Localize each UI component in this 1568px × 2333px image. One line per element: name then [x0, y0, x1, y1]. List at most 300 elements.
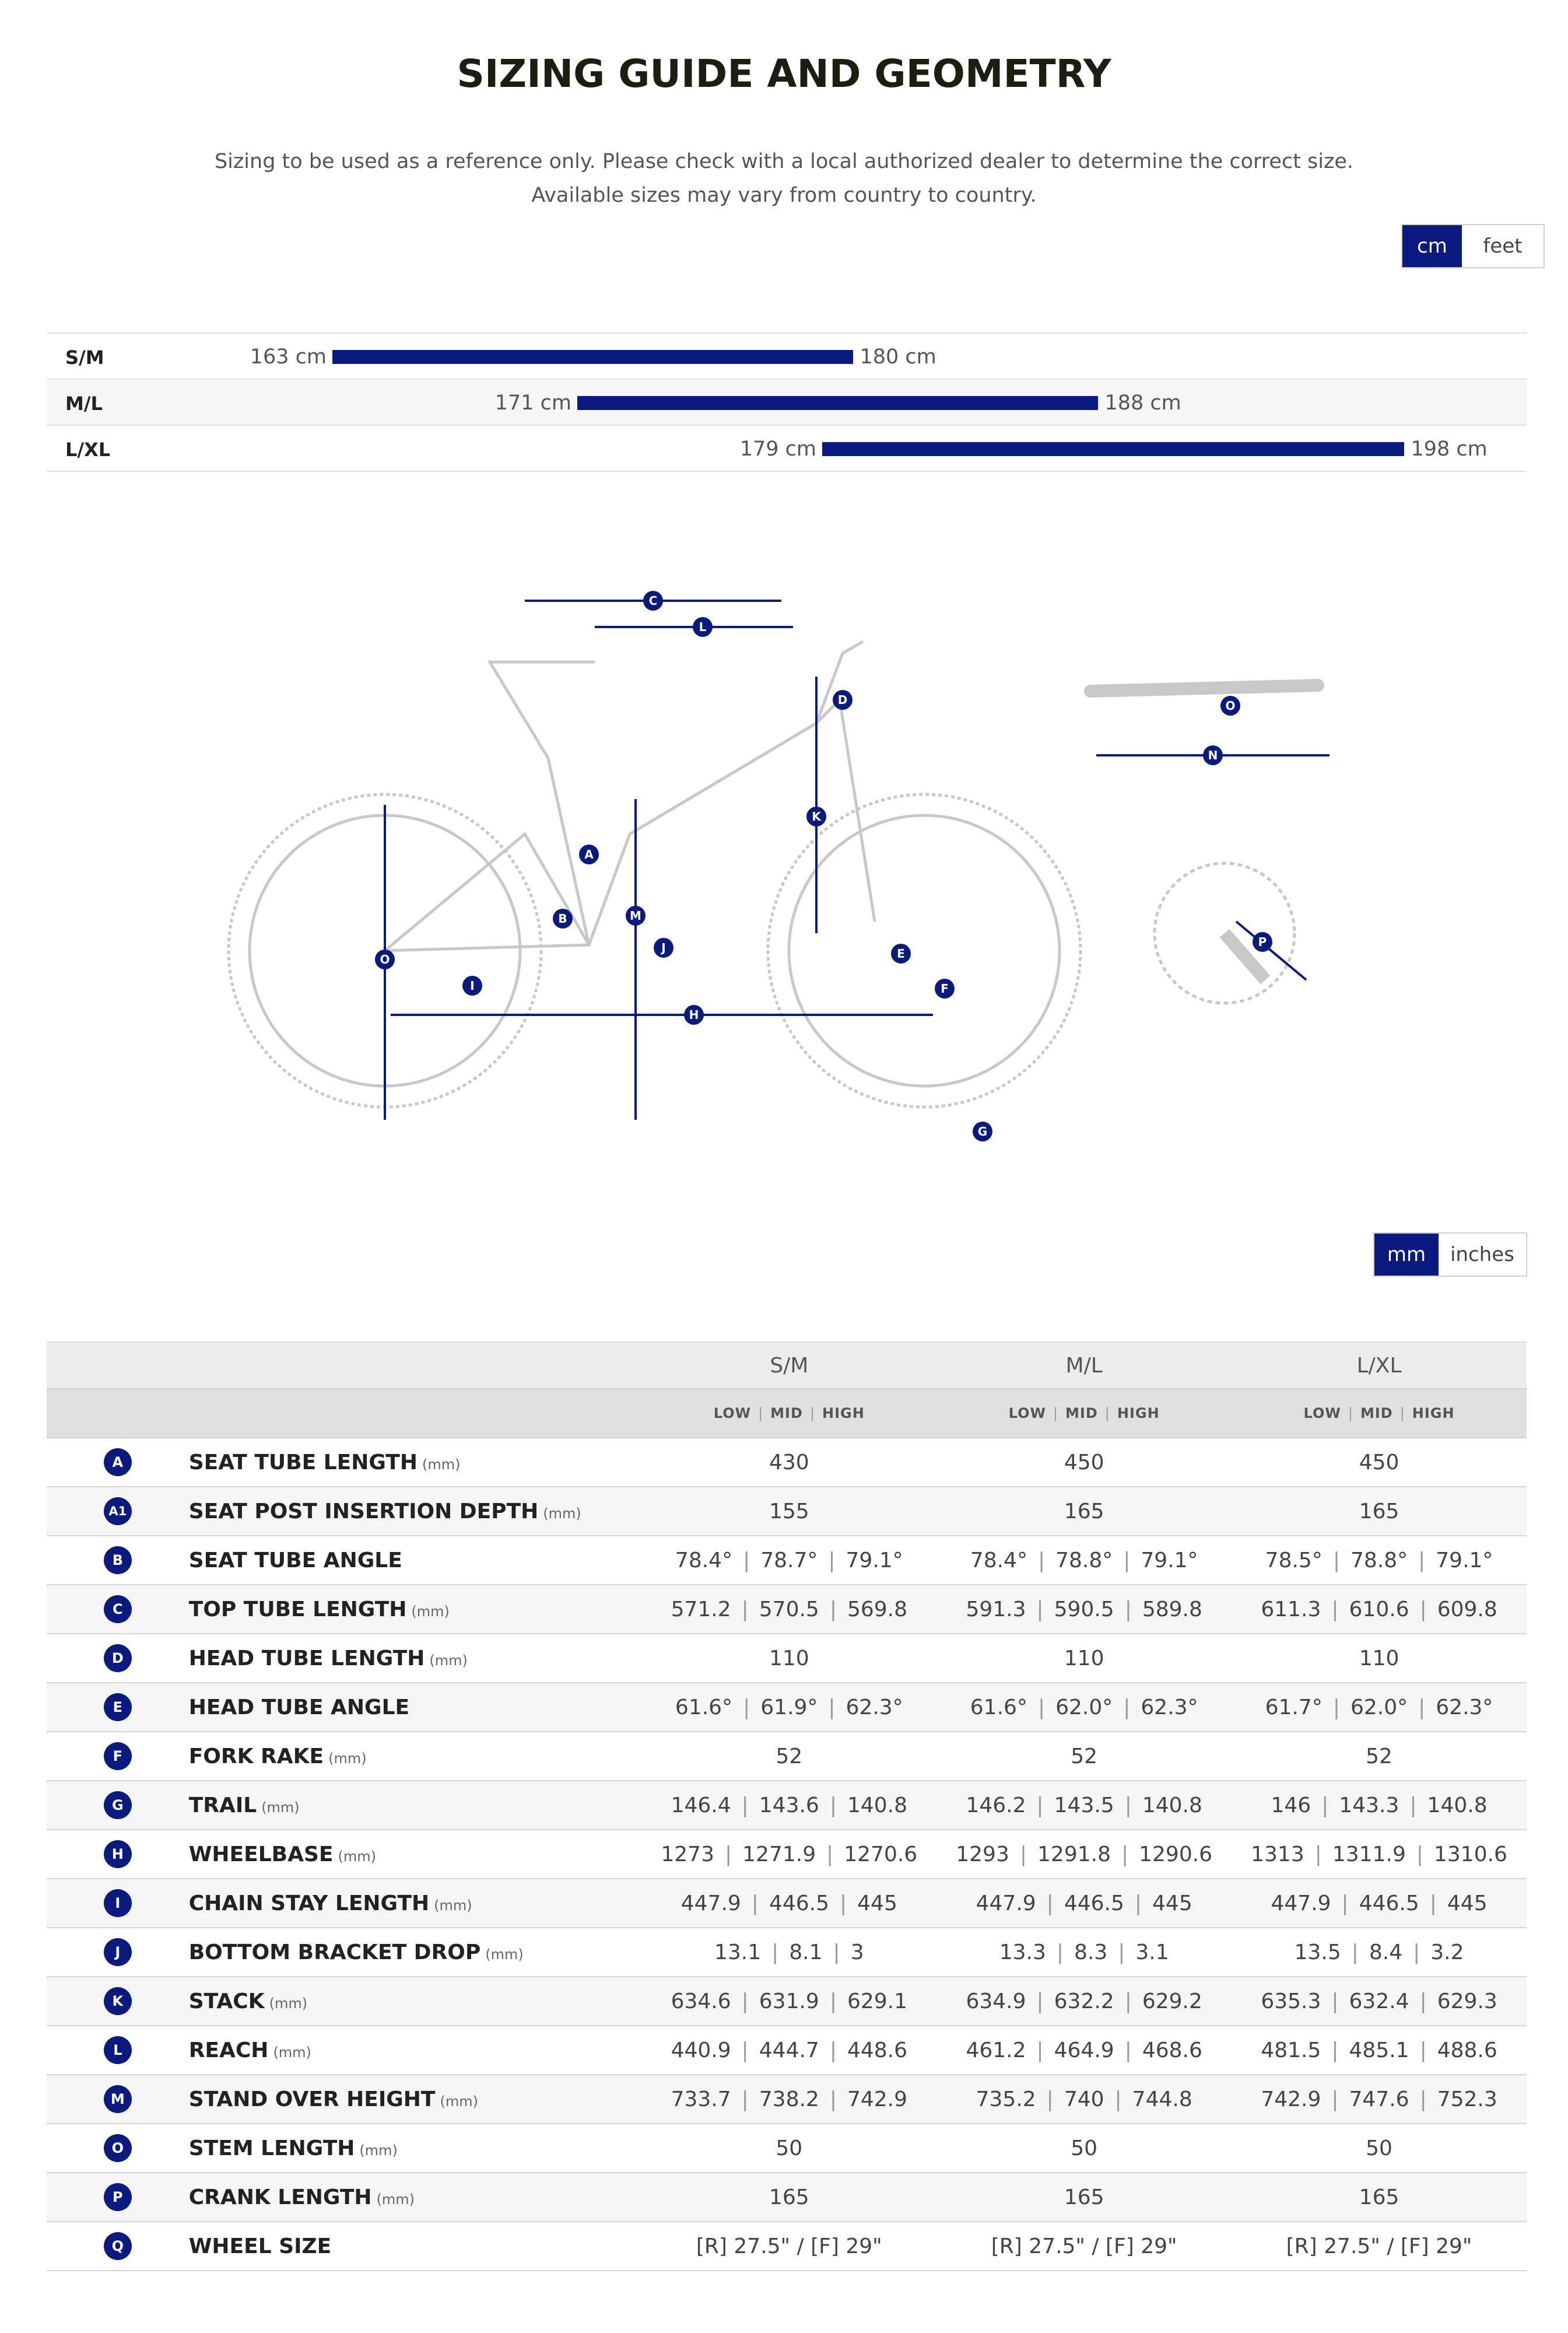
measure-label: TOP TUBE LENGTH	[188, 1597, 407, 1621]
measure-value: 450	[1359, 1450, 1399, 1474]
row-key-cell	[47, 2124, 189, 2173]
rider-size-row	[47, 425, 1527, 472]
measure-value: 143.5	[1054, 1793, 1114, 1817]
separator: |	[741, 1793, 749, 1817]
measure-unit: (mm)	[338, 1848, 376, 1865]
measure-value: 629.1	[847, 1989, 908, 2013]
measure-key-badge: H	[104, 1840, 132, 1868]
header-spacer	[47, 1342, 189, 1389]
row-key-cell	[47, 1487, 189, 1536]
measure-value: 62.3°	[1436, 1695, 1493, 1719]
svg-text:B: B	[558, 912, 567, 926]
measure-value-cell	[1232, 2075, 1527, 2124]
measure-value-cell	[641, 1634, 936, 1683]
measure-value: 62.3°	[846, 1695, 903, 1719]
separator: |	[829, 1989, 837, 2013]
measure-label: TRAIL	[188, 1793, 257, 1817]
measure-value-cell	[936, 1634, 1232, 1683]
measure-value: 61.7°	[1265, 1695, 1323, 1719]
svg-text:O: O	[380, 952, 390, 966]
separator: |	[1046, 1891, 1054, 1915]
measure-value-cell	[641, 1781, 936, 1830]
svg-text:F: F	[941, 982, 949, 996]
separator: |	[1418, 1548, 1426, 1572]
table-row	[47, 1732, 1527, 1781]
measure-value: 447.9	[680, 1891, 741, 1915]
measure-value: 52	[1366, 1744, 1392, 1768]
measure-label: SEAT POST INSERTION DEPTH	[188, 1499, 539, 1523]
table-row	[47, 2124, 1527, 2173]
measure-value-cell	[936, 1487, 1232, 1536]
measure-value: 461.2	[966, 2038, 1026, 2062]
separator: |	[1314, 1842, 1322, 1866]
separator: |	[1419, 2038, 1427, 2062]
row-key-cell	[47, 2026, 189, 2075]
position-label: HIGH	[822, 1405, 865, 1421]
position-label: MID	[770, 1405, 803, 1421]
measure-unit: (mm)	[269, 1995, 308, 2012]
position-label: MID	[1360, 1405, 1393, 1421]
measure-unit: (mm)	[328, 1750, 367, 1767]
measure-key-badge: L	[104, 2036, 132, 2064]
separator: |	[1134, 1891, 1142, 1915]
unit-mm-button[interactable]: mm	[1374, 1234, 1439, 1276]
measure-value: 140.8	[1427, 1793, 1488, 1817]
table-row	[47, 2026, 1527, 2075]
size-column-header: L/XL	[1356, 1353, 1402, 1378]
measure-value: 110	[1359, 1646, 1399, 1670]
measure-value: 488.6	[1437, 2038, 1497, 2062]
disclaimer-line-2: Available sizes may vary from country to country.	[531, 184, 1037, 207]
measure-label: SEAT TUBE ANGLE	[188, 1548, 402, 1572]
separator: |	[828, 1548, 836, 1572]
measure-value: 448.6	[847, 2038, 908, 2062]
measure-unit: (mm)	[434, 1897, 472, 1914]
measure-value: 485.1	[1349, 2038, 1409, 2062]
table-row	[47, 1438, 1527, 1487]
separator: |	[840, 1891, 847, 1915]
separator: |	[1037, 1548, 1046, 1572]
measure-unit: (mm)	[261, 1799, 300, 1816]
measure-value: 62.0°	[1055, 1695, 1113, 1719]
measure-value: 440.9	[671, 2038, 731, 2062]
position-label: MID	[1065, 1405, 1098, 1421]
measure-value-cell	[1232, 2026, 1527, 2075]
measure-value: 52	[1071, 1744, 1098, 1768]
separator: |	[1124, 1793, 1132, 1817]
measure-value: 78.4°	[970, 1548, 1027, 1572]
row-key-cell	[47, 1879, 189, 1928]
measure-value: 609.8	[1437, 1597, 1497, 1621]
separator: |	[1341, 1891, 1349, 1915]
separator: |	[1351, 1940, 1359, 1964]
measure-label: REACH	[188, 2038, 269, 2062]
measure-name	[189, 2124, 642, 2173]
measure-value-cell	[641, 1830, 936, 1879]
measure-value: 79.1°	[1436, 1548, 1493, 1572]
measure-name	[189, 2173, 642, 2222]
measure-value: 3	[850, 1940, 864, 1964]
measure-value: 13.5	[1294, 1940, 1341, 1964]
separator: |	[741, 2038, 749, 2062]
table-row	[47, 2075, 1527, 2124]
unit-cm-button[interactable]: cm	[1402, 225, 1462, 267]
size-column-header: M/L	[1065, 1353, 1103, 1378]
measure-value: 143.6	[759, 1793, 819, 1817]
separator: |	[1399, 1405, 1405, 1421]
rider-height-bar	[822, 442, 1404, 456]
measure-unit: (mm)	[543, 1505, 581, 1522]
measure-key-badge: A	[104, 1448, 132, 1476]
separator: |	[1331, 1597, 1339, 1621]
separator: |	[1124, 1989, 1132, 2013]
front-wheel	[768, 794, 1081, 1107]
separator: |	[1036, 1597, 1044, 1621]
row-key-cell	[47, 2222, 189, 2271]
table-row	[47, 1634, 1527, 1683]
header-spacer	[47, 1389, 189, 1438]
measure-value-cell	[641, 1585, 936, 1634]
separator: |	[829, 2038, 837, 2062]
measure-value-cell	[641, 1683, 936, 1732]
measure-value: 79.1°	[1141, 1548, 1198, 1572]
separator: |	[1348, 1405, 1353, 1421]
measure-value-cell	[641, 2173, 936, 2222]
rider-size-row	[47, 379, 1527, 425]
row-key-cell	[47, 2173, 189, 2222]
separator: |	[1037, 1695, 1046, 1719]
measure-value: 50	[1366, 2136, 1392, 2160]
separator: |	[829, 2087, 837, 2111]
measure-value: 1293	[956, 1842, 1009, 1866]
measure-value: 165	[1359, 1499, 1399, 1523]
measure-value: 61.9°	[760, 1695, 818, 1719]
separator: |	[1104, 1405, 1110, 1421]
measure-value: 591.3	[966, 1597, 1026, 1621]
measure-label: STEM LENGTH	[188, 2136, 355, 2160]
separator: |	[1419, 1597, 1427, 1621]
measure-value-cell	[936, 1928, 1232, 1977]
measure-key-badge: K	[104, 1987, 132, 2015]
measure-name	[189, 2075, 642, 2124]
measure-value: 110	[769, 1646, 809, 1670]
measure-value: 146.2	[966, 1793, 1026, 1817]
measure-value-cell	[1232, 1830, 1527, 1879]
measure-value-cell	[1232, 2124, 1527, 2173]
separator: |	[1046, 2087, 1054, 2111]
separator: |	[1413, 1940, 1420, 1964]
separator: |	[1416, 1842, 1423, 1866]
separator: |	[1409, 1793, 1417, 1817]
measure-value-cell	[936, 2075, 1232, 2124]
measure-value: 738.2	[759, 2087, 819, 2111]
position-labels	[641, 1389, 936, 1438]
separator: |	[741, 2087, 749, 2111]
separator: |	[1418, 1695, 1426, 1719]
table-row	[47, 1487, 1527, 1536]
row-key-cell	[47, 1830, 189, 1879]
measure-label: HEAD TUBE ANGLE	[188, 1695, 410, 1719]
measure-value-cell	[1232, 1732, 1527, 1781]
measure-unit: (mm)	[440, 2093, 478, 2110]
rider-size-label: M/L	[65, 393, 103, 415]
measure-name	[189, 1438, 642, 1487]
measure-value-cell	[1232, 1683, 1527, 1732]
separator: |	[828, 1695, 836, 1719]
sizing-disclaimer	[0, 145, 1568, 212]
measure-value: 61.6°	[675, 1695, 733, 1719]
measure-value: 447.9	[1271, 1891, 1331, 1915]
measure-name	[189, 1634, 642, 1683]
page-title: SIZING GUIDE AND GEOMETRY	[457, 51, 1111, 96]
rear-triangle	[385, 834, 589, 951]
measure-value: 52	[776, 1744, 803, 1768]
measure-value: 611.3	[1261, 1597, 1321, 1621]
length-unit-toggle	[1373, 1232, 1527, 1277]
measure-value: 13.3	[999, 1940, 1046, 1964]
measure-name	[189, 1928, 642, 1977]
measure-value-cell	[1232, 1487, 1527, 1536]
measure-unit: (mm)	[485, 1946, 524, 1963]
measure-value: 468.6	[1142, 2038, 1202, 2062]
separator: |	[741, 1989, 749, 2013]
measure-value-cell	[1232, 1928, 1527, 1977]
unit-inches-button[interactable]: inches	[1439, 1234, 1526, 1276]
rider-max-height: 198 cm	[1411, 437, 1488, 461]
measure-value: [R] 27.5" / [F] 29"	[1286, 2234, 1472, 2258]
separator: |	[758, 1405, 764, 1421]
measure-value-cell	[641, 2222, 936, 2271]
measure-value-cell	[936, 1585, 1232, 1634]
measure-key-badge: D	[104, 1644, 132, 1672]
separator: |	[1331, 2087, 1339, 2111]
rider-height-bar	[577, 396, 1098, 410]
measure-value: 146	[1271, 1793, 1311, 1817]
measure-value: 78.5°	[1265, 1548, 1323, 1572]
measure-key-badge: C	[104, 1595, 132, 1623]
measure-value: 747.6	[1349, 2087, 1409, 2111]
measure-value: [R] 27.5" / [F] 29"	[696, 2234, 882, 2258]
separator: |	[826, 1842, 834, 1866]
measure-value: 610.6	[1349, 1597, 1409, 1621]
measure-value: 8.3	[1074, 1940, 1108, 1964]
position-labels	[1232, 1389, 1527, 1438]
measure-value-cell	[936, 1781, 1232, 1830]
table-row	[47, 2222, 1527, 2271]
separator: |	[1118, 1940, 1125, 1964]
measure-value: 78.8°	[1055, 1548, 1113, 1572]
separator: |	[833, 1940, 840, 1964]
measure-key-badge: B	[104, 1546, 132, 1574]
position-label: HIGH	[1412, 1405, 1455, 1421]
handlebar	[1090, 685, 1318, 691]
measure-name	[189, 1781, 642, 1830]
measure-name	[189, 1977, 642, 2026]
measure-value: 140.8	[847, 1793, 908, 1817]
measure-value: 50	[1071, 2136, 1098, 2160]
measure-value: 62.3°	[1141, 1695, 1198, 1719]
measure-value: 733.7	[671, 2087, 731, 2111]
measure-name	[189, 2026, 642, 2075]
measure-value: 590.5	[1054, 1597, 1114, 1621]
separator: |	[1124, 2038, 1132, 2062]
table-row	[47, 1879, 1527, 1928]
separator: |	[1124, 1597, 1132, 1621]
measure-value-cell	[936, 2222, 1232, 2271]
rider-size-label: S/M	[65, 346, 104, 369]
measure-key-badge: I	[104, 1889, 132, 1917]
measure-value-cell	[1232, 1585, 1527, 1634]
table-row	[47, 1781, 1527, 1830]
measure-value-cell	[1232, 1438, 1527, 1487]
position-label: LOW	[1008, 1405, 1046, 1421]
rider-max-height: 180 cm	[860, 345, 936, 369]
measure-value-cell	[1232, 1634, 1527, 1683]
measure-label: SEAT TUBE LENGTH	[188, 1450, 418, 1474]
measure-value-cell	[936, 1683, 1232, 1732]
separator: |	[741, 1597, 749, 1621]
separator: |	[829, 1597, 837, 1621]
geometry-table	[47, 1341, 1527, 2271]
header-spacer	[189, 1389, 642, 1438]
separator: |	[1123, 1695, 1131, 1719]
measure-value: 110	[1064, 1646, 1104, 1670]
measure-value: 464.9	[1054, 2038, 1114, 2062]
measure-value: 446.5	[769, 1891, 829, 1915]
row-key-cell	[47, 1536, 189, 1585]
measure-value-cell	[1232, 1781, 1527, 1830]
measure-value: 571.2	[671, 1597, 731, 1621]
separator: |	[1114, 2087, 1122, 2111]
measure-value-cell	[936, 2124, 1232, 2173]
measure-key-badge: M	[104, 2085, 132, 2113]
measure-value-cell	[641, 1732, 936, 1781]
size-header-row	[47, 1342, 1527, 1389]
table-row	[47, 1830, 1527, 1879]
measure-value-cell	[1232, 1879, 1527, 1928]
measure-key-badge: F	[104, 1742, 132, 1770]
measure-value-cell	[936, 1977, 1232, 2026]
size-column-header: S/M	[770, 1353, 809, 1378]
separator: |	[751, 1891, 759, 1915]
separator: |	[1419, 1989, 1427, 2013]
measure-value-cell	[1232, 1977, 1527, 2026]
measure-value: 61.6°	[970, 1695, 1027, 1719]
row-key-cell	[47, 1781, 189, 1830]
separator: |	[1036, 1989, 1044, 2013]
measure-label: HEAD TUBE LENGTH	[188, 1646, 425, 1670]
svg-text:H: H	[689, 1008, 699, 1022]
separator: |	[743, 1695, 750, 1719]
measure-value: 570.5	[759, 1597, 819, 1621]
measure-name	[189, 1585, 642, 1634]
measure-value: 631.9	[759, 1989, 819, 2013]
unit-feet-button[interactable]: feet	[1462, 225, 1544, 267]
separator: |	[1321, 1793, 1329, 1817]
disclaimer-line-1: Sizing to be used as a reference only. Please check with a local authorized dealer to determine the correct size.	[214, 150, 1354, 173]
measure-unit: (mm)	[411, 1603, 450, 1620]
measure-value: 635.3	[1261, 1989, 1321, 2013]
measure-value-cell	[641, 2124, 936, 2173]
row-key-cell	[47, 1732, 189, 1781]
svg-text:O: O	[1225, 699, 1236, 713]
measure-value: 445	[1152, 1891, 1192, 1915]
measure-label: FORK RAKE	[188, 1744, 324, 1768]
table-row	[47, 1977, 1527, 2026]
measure-value: 446.5	[1359, 1891, 1419, 1915]
measure-value: 446.5	[1064, 1891, 1124, 1915]
row-key-cell	[47, 1928, 189, 1977]
bike-geometry-diagram	[222, 583, 1359, 1155]
svg-text:N: N	[1208, 748, 1218, 762]
svg-text:E: E	[897, 947, 905, 961]
measure-value: 1291.8	[1037, 1842, 1111, 1866]
measure-value: 569.8	[847, 1597, 908, 1621]
measure-value: 629.2	[1142, 1989, 1202, 2013]
measure-value: 79.1°	[846, 1548, 903, 1572]
measure-value: 634.6	[671, 1989, 731, 2013]
measure-label: CRANK LENGTH	[188, 2185, 372, 2209]
measure-value: 165	[1064, 1499, 1104, 1523]
measure-value: 78.7°	[760, 1548, 818, 1572]
measure-value: 1270.6	[844, 1842, 918, 1866]
measure-value-cell	[641, 1977, 936, 2026]
measure-label: CHAIN STAY LENGTH	[188, 1891, 430, 1915]
separator: |	[1331, 2038, 1339, 2062]
measure-value: 752.3	[1437, 2087, 1497, 2111]
header-spacer	[189, 1342, 642, 1389]
separator: |	[1056, 1940, 1064, 1964]
measure-value: 632.2	[1054, 1989, 1114, 2013]
row-key-cell	[47, 1634, 189, 1683]
svg-text:K: K	[812, 810, 821, 824]
measure-label: STACK	[188, 1989, 265, 2013]
separator: |	[1121, 1842, 1129, 1866]
separator: |	[743, 1548, 750, 1572]
row-key-cell	[47, 1977, 189, 2026]
measure-value: 78.4°	[675, 1548, 733, 1572]
position-labels	[936, 1389, 1232, 1438]
svg-text:L: L	[699, 620, 707, 634]
measure-value: 1273	[661, 1842, 714, 1866]
measure-value: 8.4	[1369, 1940, 1403, 1964]
measure-key-badge: E	[104, 1693, 132, 1721]
svg-text:C: C	[648, 594, 658, 608]
measure-value-cell	[936, 1438, 1232, 1487]
measure-value: 447.9	[976, 1891, 1036, 1915]
measure-label: BOTTOM BRACKET DROP	[188, 1940, 481, 1964]
measure-value: 450	[1064, 1450, 1104, 1474]
measure-value: 430	[769, 1450, 809, 1474]
separator: |	[809, 1405, 815, 1421]
rider-size-label: L/XL	[65, 439, 111, 461]
measure-name	[189, 1536, 642, 1585]
measure-key-badge: O	[104, 2134, 132, 2162]
rider-height-chart	[47, 332, 1527, 472]
measure-value-cell	[936, 1536, 1232, 1585]
measure-unit: (mm)	[359, 2142, 398, 2159]
measure-value: [R] 27.5" / [F] 29"	[991, 2234, 1177, 2258]
separator: |	[771, 1940, 779, 1964]
measure-value-cell	[641, 1487, 936, 1536]
measure-value: 742.9	[847, 2087, 908, 2111]
separator: |	[1332, 1548, 1340, 1572]
measure-value: 744.8	[1132, 2087, 1192, 2111]
measure-value: 50	[776, 2136, 803, 2160]
measure-value-cell	[641, 2075, 936, 2124]
measure-value: 444.7	[759, 2038, 819, 2062]
table-row	[47, 1585, 1527, 1634]
